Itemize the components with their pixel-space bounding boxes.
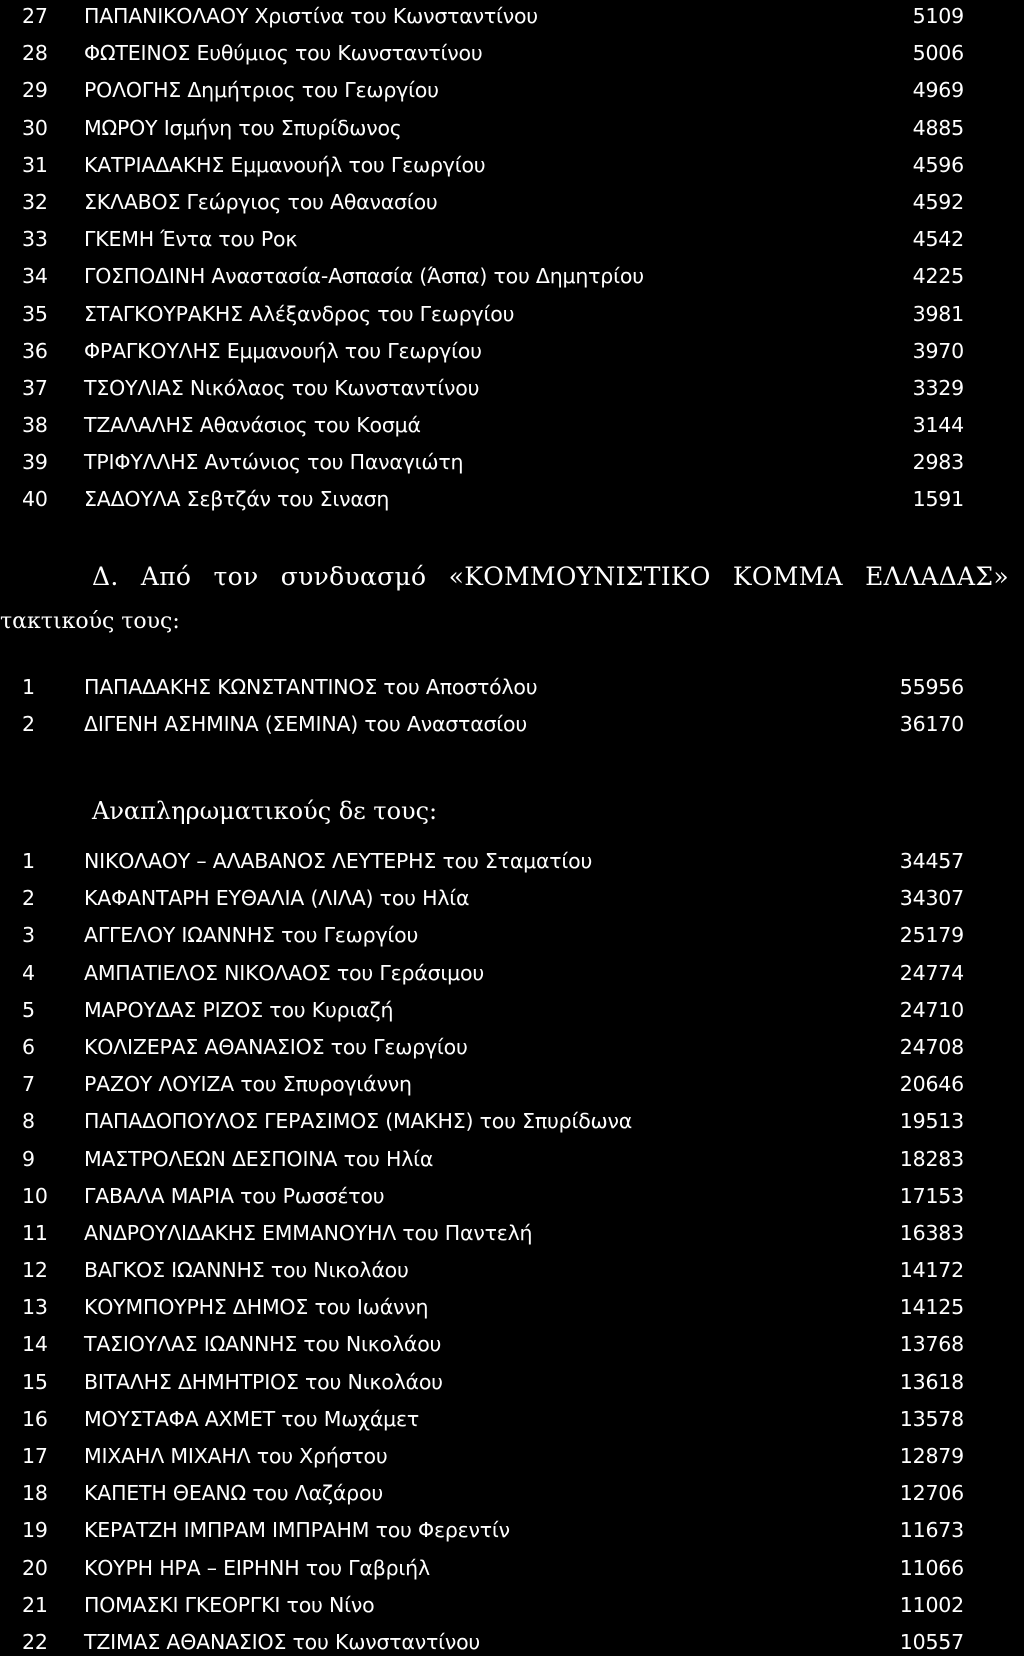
list-row bbox=[0, 149, 1024, 186]
list-row bbox=[0, 1514, 1024, 1551]
list-row bbox=[0, 882, 1024, 919]
row-number: 14 bbox=[22, 1332, 48, 1357]
row-number: 32 bbox=[22, 189, 48, 214]
candidate-name: ΓΚΕΜΗ Έντα του Ροκ bbox=[84, 227, 298, 252]
vote-count: 11066 bbox=[899, 1555, 964, 1580]
candidate-name: ΣΑΔΟΥΛΑ Σεβτζάν του Σιναση bbox=[84, 487, 390, 512]
row-number: 1 bbox=[22, 675, 35, 699]
candidate-name: ΠΑΠΑΔΟΠΟΥΛΟΣ ΓΕΡΑΣΙΜΟΣ (ΜΑΚΗΣ) του Σπυρίδωνα bbox=[84, 1109, 633, 1134]
list-row bbox=[0, 1291, 1024, 1328]
list-row bbox=[0, 223, 1024, 260]
candidate-name: ΤΖΙΜΑΣ ΑΘΑΝΑΣΙΟΣ του Κωνσταντίνου bbox=[84, 1629, 481, 1654]
vote-count: 4225 bbox=[912, 264, 964, 289]
list-row bbox=[0, 446, 1024, 483]
candidate-name: ΔΙΓΕΝΗ ΑΣΗΜΙΝΑ (ΣΕΜΙΝΑ) του Αναστασίου bbox=[84, 712, 528, 737]
row-number: 1 bbox=[22, 849, 35, 873]
row-number: 16 bbox=[22, 1406, 48, 1431]
row-number: 3 bbox=[22, 923, 35, 948]
list-row bbox=[0, 1180, 1024, 1217]
row-number: 18 bbox=[22, 1481, 48, 1506]
list-row bbox=[0, 37, 1024, 74]
list-row bbox=[0, 1143, 1024, 1180]
list-row bbox=[0, 483, 1024, 520]
candidate-name: ΚΟΛΙΖΕΡΑΣ ΑΘΑΝΑΣΙΟΣ του Γεωργίου bbox=[84, 1034, 468, 1059]
list-row bbox=[0, 1366, 1024, 1403]
candidate-name: ΠΟΜΑΣΚΙ ΓΚΕΟΡΓΚΙ του Νίνο bbox=[84, 1592, 375, 1617]
row-number: 8 bbox=[22, 1109, 35, 1134]
vote-count: 13618 bbox=[899, 1369, 964, 1394]
list-row bbox=[0, 1403, 1024, 1440]
row-number: 22 bbox=[22, 1629, 48, 1654]
vote-count: 24708 bbox=[899, 1034, 964, 1059]
list-row bbox=[0, 1254, 1024, 1291]
candidate-name: ΜΙΧΑΗΛ ΜΙΧΑΗΛ του Χρήστου bbox=[84, 1444, 388, 1468]
row-number: 13 bbox=[22, 1295, 48, 1320]
row-number: 6 bbox=[22, 1034, 35, 1059]
candidate-name: ΣΤΑΓΚΟΥΡΑΚΗΣ Αλέξανδρος του Γεωργίου bbox=[84, 301, 515, 326]
row-number: 2 bbox=[22, 712, 35, 737]
vote-count: 24710 bbox=[899, 997, 964, 1022]
candidate-name: ΒΙΤΑΛΗΣ ΔΗΜΗΤΡΙΟΣ του Νικολάου bbox=[84, 1369, 443, 1394]
party-section-heading-continuation: τακτικούς τους: bbox=[0, 609, 180, 634]
vote-count: 3981 bbox=[912, 301, 964, 326]
row-number: 17 bbox=[22, 1444, 48, 1468]
candidate-name: ΒΑΓΚΟΣ ΙΩΑΝΝΗΣ του Νικολάου bbox=[84, 1258, 409, 1283]
candidate-name: ΤΑΣΙΟΥΛΑΣ ΙΩΑΝΝΗΣ του Νικολάου bbox=[84, 1332, 442, 1357]
row-number: 15 bbox=[22, 1369, 48, 1394]
candidate-name: ΚΑΦΑΝΤΑΡΗ ΕΥΘΑΛΙΑ (ΛΙΛΑ) του Ηλία bbox=[84, 886, 470, 911]
candidate-name: ΓΑΒΑΛΑ ΜΑΡΙΑ του Ρωσσέτου bbox=[84, 1183, 385, 1208]
vote-count: 5006 bbox=[912, 41, 964, 66]
elected-members-list bbox=[0, 671, 1024, 745]
vote-count: 13578 bbox=[899, 1406, 964, 1431]
candidate-name: ΡΑΖΟΥ ΛΟΥΙΖΑ του Σπυρογιάννη bbox=[84, 1072, 412, 1097]
list-row bbox=[0, 1068, 1024, 1105]
row-number: 4 bbox=[22, 960, 35, 985]
vote-count: 14172 bbox=[899, 1258, 964, 1283]
list-row bbox=[0, 372, 1024, 409]
vote-count: 13768 bbox=[899, 1332, 964, 1357]
row-number: 40 bbox=[22, 487, 48, 512]
row-number: 39 bbox=[22, 450, 48, 475]
vote-count: 16383 bbox=[899, 1220, 964, 1245]
vote-count: 34307 bbox=[899, 886, 964, 911]
row-number: 37 bbox=[22, 375, 48, 400]
row-number: 20 bbox=[22, 1555, 48, 1580]
vote-count: 12706 bbox=[899, 1481, 964, 1506]
vote-count: 1591 bbox=[912, 487, 964, 512]
row-number: 28 bbox=[22, 41, 48, 66]
vote-count: 36170 bbox=[899, 712, 964, 737]
list-row bbox=[0, 186, 1024, 223]
candidate-name: ΤΡΙΦΥΛΛΗΣ Αντώνιος του Παναγιώτη bbox=[84, 450, 464, 475]
row-number: 19 bbox=[22, 1518, 48, 1543]
list-row bbox=[0, 1031, 1024, 1068]
vote-count: 4885 bbox=[912, 115, 964, 140]
vote-count: 55956 bbox=[899, 675, 964, 699]
candidate-name: ΜΟΥΣΤΑΦΑ ΑΧΜΕΤ του Μωχάμετ bbox=[84, 1406, 420, 1431]
row-number: 12 bbox=[22, 1258, 48, 1283]
vote-count: 34457 bbox=[899, 849, 964, 873]
vote-count: 17153 bbox=[899, 1183, 964, 1208]
list-row bbox=[0, 1328, 1024, 1365]
candidate-name: ΜΑΣΤΡΟΛΕΩΝ ΔΕΣΠΟΙΝΑ του Ηλία bbox=[84, 1146, 434, 1171]
list-row bbox=[0, 1589, 1024, 1626]
vote-count: 4592 bbox=[912, 189, 964, 214]
row-number: 31 bbox=[22, 152, 48, 177]
vote-count: 5109 bbox=[912, 4, 964, 28]
candidate-name: ΑΝΔΡΟΥΛΙΔΑΚΗΣ ΕΜΜΑΝΟΥΗΛ του Παντελή bbox=[84, 1220, 533, 1245]
vote-count: 4542 bbox=[912, 227, 964, 252]
candidate-name: ΤΖΑΛΑΛΗΣ Αθανάσιος του Κοσμά bbox=[84, 413, 421, 438]
substitutes-list bbox=[0, 845, 1024, 1656]
row-number: 35 bbox=[22, 301, 48, 326]
candidate-name: ΣΚΛΑΒΟΣ Γεώργιος του Αθανασίου bbox=[84, 189, 438, 214]
vote-count: 4596 bbox=[912, 152, 964, 177]
candidate-name: ΠΑΠΑΝΙΚΟΛΑΟΥ Χριστίνα του Κωνσταντίνου bbox=[84, 4, 538, 28]
party-section-heading: Δ. Από τον συνδυασμό «ΚΟΜΜΟΥΝΙΣΤΙΚΟ ΚΟΜΜΑ ΕΛΛΑΔΑΣ» bbox=[92, 562, 1009, 591]
candidate-name: ΚΑΤΡΙΑΔΑΚΗΣ Εμμανουήλ του Γεωργίου bbox=[84, 152, 486, 177]
list-row bbox=[0, 957, 1024, 994]
list-row bbox=[0, 1552, 1024, 1589]
list-row bbox=[0, 1440, 1024, 1477]
candidate-name: ΦΡΑΓΚΟΥΛΗΣ Εμμανουήλ του Γεωργίου bbox=[84, 338, 482, 363]
row-number: 21 bbox=[22, 1592, 48, 1617]
candidate-name: ΜΩΡΟΥ Ισμήνη του Σπυρίδωνος bbox=[84, 115, 402, 140]
row-number: 5 bbox=[22, 997, 35, 1022]
row-number: 7 bbox=[22, 1072, 35, 1097]
vote-count: 3329 bbox=[912, 375, 964, 400]
row-number: 36 bbox=[22, 338, 48, 363]
vote-count: 12879 bbox=[899, 1444, 964, 1468]
vote-count: 10557 bbox=[899, 1629, 964, 1654]
candidate-name: ΜΑΡΟΥΔΑΣ ΡΙΖΟΣ του Κυριαζή bbox=[84, 997, 394, 1022]
candidate-list-continued bbox=[0, 0, 1024, 521]
candidate-name: ΡΟΛΟΓΗΣ Δημήτριος του Γεωργίου bbox=[84, 78, 439, 103]
list-row bbox=[0, 409, 1024, 446]
vote-count: 18283 bbox=[899, 1146, 964, 1171]
candidate-name: ΚΟΥΜΠΟΥΡΗΣ ΔΗΜΟΣ του Ιωάννη bbox=[84, 1295, 429, 1320]
list-row bbox=[0, 845, 1024, 882]
list-row bbox=[0, 260, 1024, 297]
substitutes-heading: Αναπληρωματικούς δε τους: bbox=[92, 797, 438, 825]
row-number: 10 bbox=[22, 1183, 48, 1208]
candidate-name: ΝΙΚΟΛΑΟΥ – ΑΛΑΒΑΝΟΣ ΛΕΥΤΕΡΗΣ του Σταματίου bbox=[84, 849, 593, 873]
vote-count: 3144 bbox=[912, 413, 964, 438]
vote-count: 11002 bbox=[899, 1592, 964, 1617]
row-number: 2 bbox=[22, 886, 35, 911]
vote-count: 14125 bbox=[899, 1295, 964, 1320]
list-row bbox=[0, 994, 1024, 1031]
candidate-name: ΚΑΠΕΤΗ ΘΕΑΝΩ του Λαζάρου bbox=[84, 1481, 383, 1506]
row-number: 27 bbox=[22, 4, 48, 28]
candidate-name: ΠΑΠΑΔΑΚΗΣ ΚΩΝΣΤΑΝΤΙΝΟΣ του Αποστόλου bbox=[84, 675, 538, 699]
list-row bbox=[0, 298, 1024, 335]
row-number: 30 bbox=[22, 115, 48, 140]
row-number: 34 bbox=[22, 264, 48, 289]
list-row bbox=[0, 1105, 1024, 1142]
list-row bbox=[0, 671, 1024, 708]
list-row bbox=[0, 1626, 1024, 1656]
vote-count: 3970 bbox=[912, 338, 964, 363]
vote-count: 11673 bbox=[899, 1518, 964, 1543]
candidate-name: ΚΟΥΡΗ ΗΡΑ – ΕΙΡΗΝΗ του Γαβριήλ bbox=[84, 1555, 430, 1580]
row-number: 38 bbox=[22, 413, 48, 438]
list-row bbox=[0, 1477, 1024, 1514]
list-row bbox=[0, 919, 1024, 956]
list-row bbox=[0, 112, 1024, 149]
list-row bbox=[0, 74, 1024, 111]
vote-count: 2983 bbox=[912, 450, 964, 475]
candidate-name: ΤΣΟΥΛΙΑΣ Νικόλαος του Κωνσταντίνου bbox=[84, 375, 480, 400]
vote-count: 25179 bbox=[899, 923, 964, 948]
row-number: 29 bbox=[22, 78, 48, 103]
vote-count: 24774 bbox=[899, 960, 964, 985]
list-row bbox=[0, 1217, 1024, 1254]
vote-count: 20646 bbox=[899, 1072, 964, 1097]
row-number: 33 bbox=[22, 227, 48, 252]
candidate-name: ΚΕΡΑΤΖΗ ΙΜΠΡΑΜ ΙΜΠΡΑΗΜ του Φερεντίν bbox=[84, 1518, 510, 1543]
list-row bbox=[0, 0, 1024, 37]
candidate-name: ΦΩΤΕΙΝΟΣ Ευθύμιος του Κωνσταντίνου bbox=[84, 41, 483, 66]
candidate-name: ΑΜΠΑΤΙΕΛΟΣ ΝΙΚΟΛΑΟΣ του Γεράσιμου bbox=[84, 960, 484, 985]
vote-count: 19513 bbox=[899, 1109, 964, 1134]
candidate-name: ΑΓΓΕΛΟΥ ΙΩΑΝΝΗΣ του Γεωργίου bbox=[84, 923, 419, 948]
row-number: 11 bbox=[22, 1220, 48, 1245]
list-row bbox=[0, 335, 1024, 372]
row-number: 9 bbox=[22, 1146, 35, 1171]
vote-count: 4969 bbox=[912, 78, 964, 103]
candidate-name: ΓΟΣΠΟΔΙΝΗ Αναστασία-Ασπασία (Άσπα) του Δημητρίου bbox=[84, 264, 644, 289]
list-row bbox=[0, 708, 1024, 745]
